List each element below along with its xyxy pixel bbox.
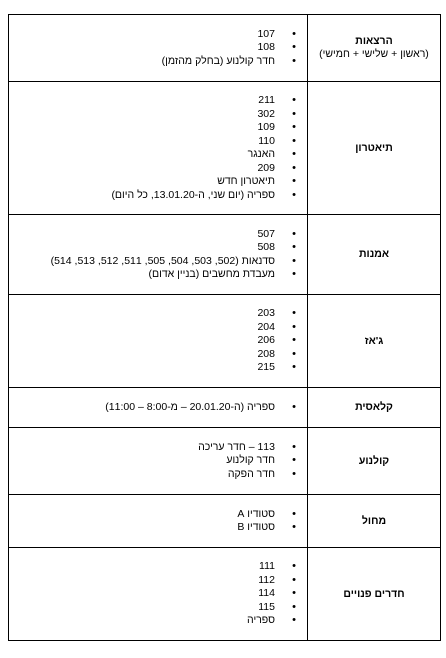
list-item: • האנגר <box>15 148 275 162</box>
item-list <box>9 401 307 415</box>
category-sublabel: (ראשון + שלישי + חמישי) <box>319 48 429 60</box>
category-cell <box>308 82 441 215</box>
item-list <box>9 28 307 69</box>
list-item: • ספריה (ה-20.01.20 – מ-8:00 – 11:00) <box>15 401 275 415</box>
items-cell <box>9 428 308 495</box>
items-cell <box>9 388 308 428</box>
list-item: • חדר קולנוע (בחלק מהזמן) <box>15 55 275 69</box>
table-row <box>9 388 441 428</box>
list-item: • 114 <box>15 587 275 601</box>
table-row <box>9 15 441 82</box>
items-cell <box>9 495 308 548</box>
list-item: • 203 <box>15 307 275 321</box>
list-item: • 508 <box>15 241 275 255</box>
item-list <box>9 560 307 628</box>
list-item: • חדר הפקה <box>15 468 275 482</box>
category-label: ג'אז <box>364 334 384 347</box>
list-item: • סטודיו A <box>15 508 275 522</box>
category-cell <box>308 388 441 428</box>
list-item: • 204 <box>15 321 275 335</box>
items-cell <box>9 548 308 641</box>
list-item: • 208 <box>15 348 275 362</box>
category-label: תיאטרון <box>355 141 393 154</box>
items-cell <box>9 15 308 82</box>
category-cell <box>308 295 441 388</box>
category-label: קולנוע <box>358 454 390 467</box>
list-item: • 113 – חדר עריכה <box>15 441 275 455</box>
list-item: • סדנאות (502, 503, 504, 505, 511, 512, 513, 514) <box>15 255 275 269</box>
table-row <box>9 215 441 295</box>
category-cell <box>308 548 441 641</box>
list-item: • 211 <box>15 94 275 108</box>
category-cell <box>308 495 441 548</box>
list-item: • 108 <box>15 41 275 55</box>
list-item: • 110 <box>15 135 275 149</box>
item-list <box>9 441 307 482</box>
table-row <box>9 295 441 388</box>
items-cell <box>9 295 308 388</box>
list-item: • 115 <box>15 601 275 615</box>
category-cell <box>308 215 441 295</box>
table-row <box>9 548 441 641</box>
list-item: • סטודיו B <box>15 521 275 535</box>
list-item: • 209 <box>15 162 275 176</box>
list-item: • 111 <box>15 560 275 574</box>
category-cell <box>308 15 441 82</box>
category-cell <box>308 428 441 495</box>
list-item: • 109 <box>15 121 275 135</box>
list-item: • ספריה <box>15 614 275 628</box>
table-row <box>9 82 441 215</box>
list-item: • 206 <box>15 334 275 348</box>
category-label: מחול <box>361 514 387 527</box>
rooms-table <box>8 14 441 641</box>
list-item: • 107 <box>15 28 275 42</box>
list-item: • ספריה (יום שני, ה-13.01.20, כל היום) <box>15 189 275 203</box>
category-label: הרצאות <box>355 35 393 47</box>
list-item: • 507 <box>15 228 275 242</box>
item-list <box>9 508 307 535</box>
items-cell <box>9 82 308 215</box>
item-list <box>9 228 307 282</box>
table-row <box>9 495 441 548</box>
category-label: חדרים פנויים <box>343 587 405 600</box>
list-item: • תיאטרון חדש <box>15 175 275 189</box>
items-cell <box>9 215 308 295</box>
category-label: אמנות <box>358 248 390 260</box>
category-label: קלאסית <box>355 401 393 413</box>
table-row <box>9 428 441 495</box>
list-item: • מעבדת מחשבים (בניין אדום) <box>15 268 275 282</box>
item-list <box>9 307 307 375</box>
list-item: • 112 <box>15 574 275 588</box>
list-item: • חדר קולנוע <box>15 454 275 468</box>
list-item: • 215 <box>15 361 275 375</box>
item-list <box>9 94 307 202</box>
list-item: • 302 <box>15 108 275 122</box>
